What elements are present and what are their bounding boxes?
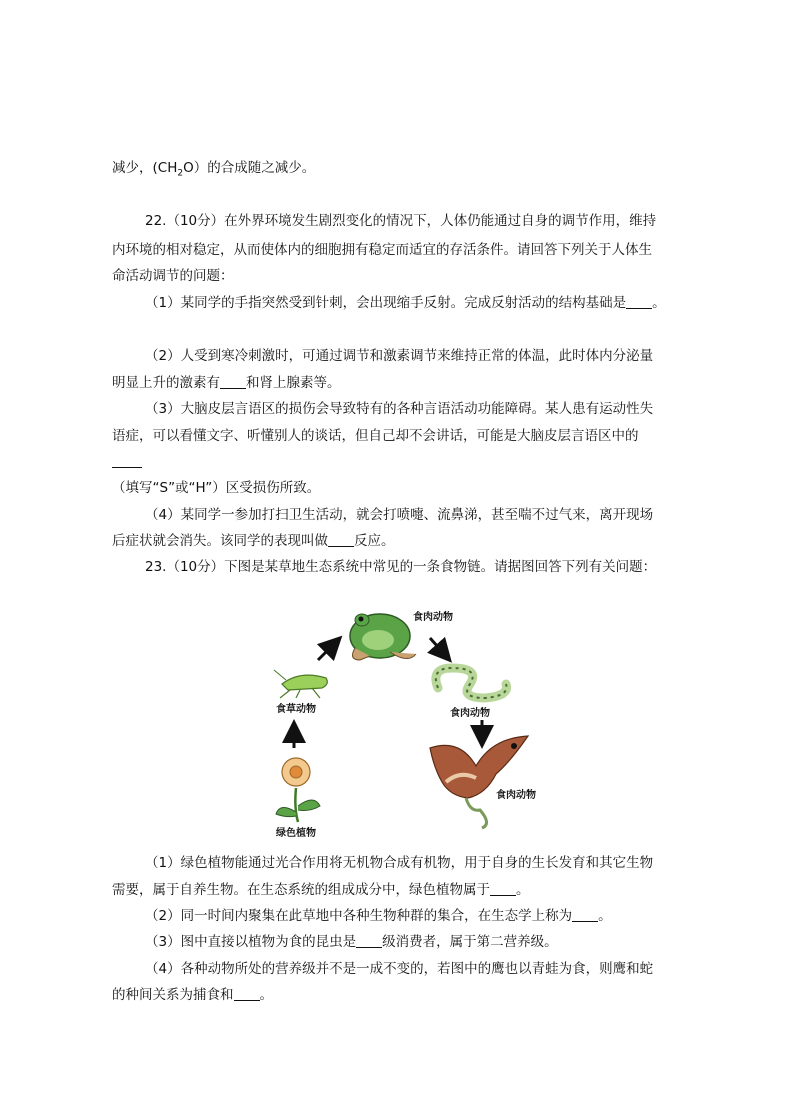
q22-part3c [112, 452, 142, 472]
q22-part2a: （2）人受到寒冷刺激时，可通过调节和激素调节来维持正常的体温，此时体内分泌量 [145, 348, 654, 364]
arrow-frog-snake [430, 638, 446, 656]
q23-part1b: 需要，属于自养生物。在生态系统的组成成分中，绿色植物属于 。 [112, 882, 530, 898]
q22-part4a: （4）某同学一参加打扫卫生活动，就会打喷嚏、流鼻涕，甚至喘不过气来，离开现场 [145, 507, 654, 523]
answer-blank [572, 907, 598, 922]
plant-label: 绿色植物 [276, 828, 316, 838]
food-chain-diagram [270, 598, 560, 838]
q22-heading: 22.（10分）在外界环境发生剧烈变化的情况下，人体仍能通过自身的调节作用，维持 [145, 213, 657, 229]
q22-part3b: 语症，可以看懂文字、听懂别人的谈话，但自己却不会讲话，可能是大脑皮层言语区中的 [112, 428, 639, 444]
q23-part3: （3）图中直接以植物为食的昆虫是 级消费者，属于第二营养级。 [145, 934, 558, 950]
answer-blank [234, 986, 260, 1001]
line-continuation: 减少，$(CH_2O)$的合成随之减少。 [112, 160, 316, 179]
snake-icon [436, 668, 507, 698]
eagle-label: 食肉动物 [496, 790, 536, 801]
q23-heading: 23.（10分）下图是某草地生态系统中常见的一条食物链。请据图回答下列有关问题： [145, 559, 657, 575]
frog-label: 食肉动物 [413, 612, 453, 623]
q22-text-2: 内环境的相对稳定，从而使体内的细胞拥有稳定而适宜的存活条件。请回答下列关于人体生 [112, 242, 652, 258]
eagle-icon [430, 736, 528, 828]
flower-icon [276, 758, 320, 822]
q23-part2: （2）同一时间内聚集在此草地中各种生物种群的集合，在生态学上称为 。 [145, 908, 612, 924]
q22-part2b: 明显上升的激素有 和肾上腺素等。 [112, 375, 341, 391]
grasshopper-icon [274, 670, 327, 698]
q22-part1: （1）某同学的手指突然受到针刺，会出现缩手反射。完成反射活动的结构基础是 。 [145, 295, 666, 311]
q22-text-3: 命活动调节的问题： [112, 268, 234, 284]
frog-icon [350, 614, 416, 660]
arrow-grasshopper-frog [318, 642, 336, 660]
q23-part4a: （4）各种动物所处的营养级并不是一成不变的，若图中的鹰也以青蛙为食，则鹰和蛇 [145, 961, 654, 977]
q23-part4b: 的种间关系为捕食和 。 [112, 987, 273, 1003]
q22-part4b: 后症状就会消失。该同学的表现叫做 反应。 [112, 533, 395, 549]
q22-part3a: （3）大脑皮层言语区的损伤会导致特有的各种言语活动功能障碍。某人患有运动性失 [145, 401, 654, 417]
answer-blank [220, 374, 246, 389]
q22-part3d: （填写“S”或“H”）区受损伤所致。 [112, 480, 321, 496]
answer-blank [356, 933, 382, 948]
q23-part1a: （1）绿色植物能通过光合作用将无机物合成有机物，用于自身的生长发育和其它生物 [145, 855, 654, 871]
snake-label: 食肉动物 [450, 708, 490, 719]
grasshopper-label: 食草动物 [276, 704, 316, 715]
answer-blank [112, 453, 142, 468]
answer-blank [626, 294, 652, 309]
answer-blank [490, 881, 516, 896]
answer-blank [328, 532, 354, 547]
